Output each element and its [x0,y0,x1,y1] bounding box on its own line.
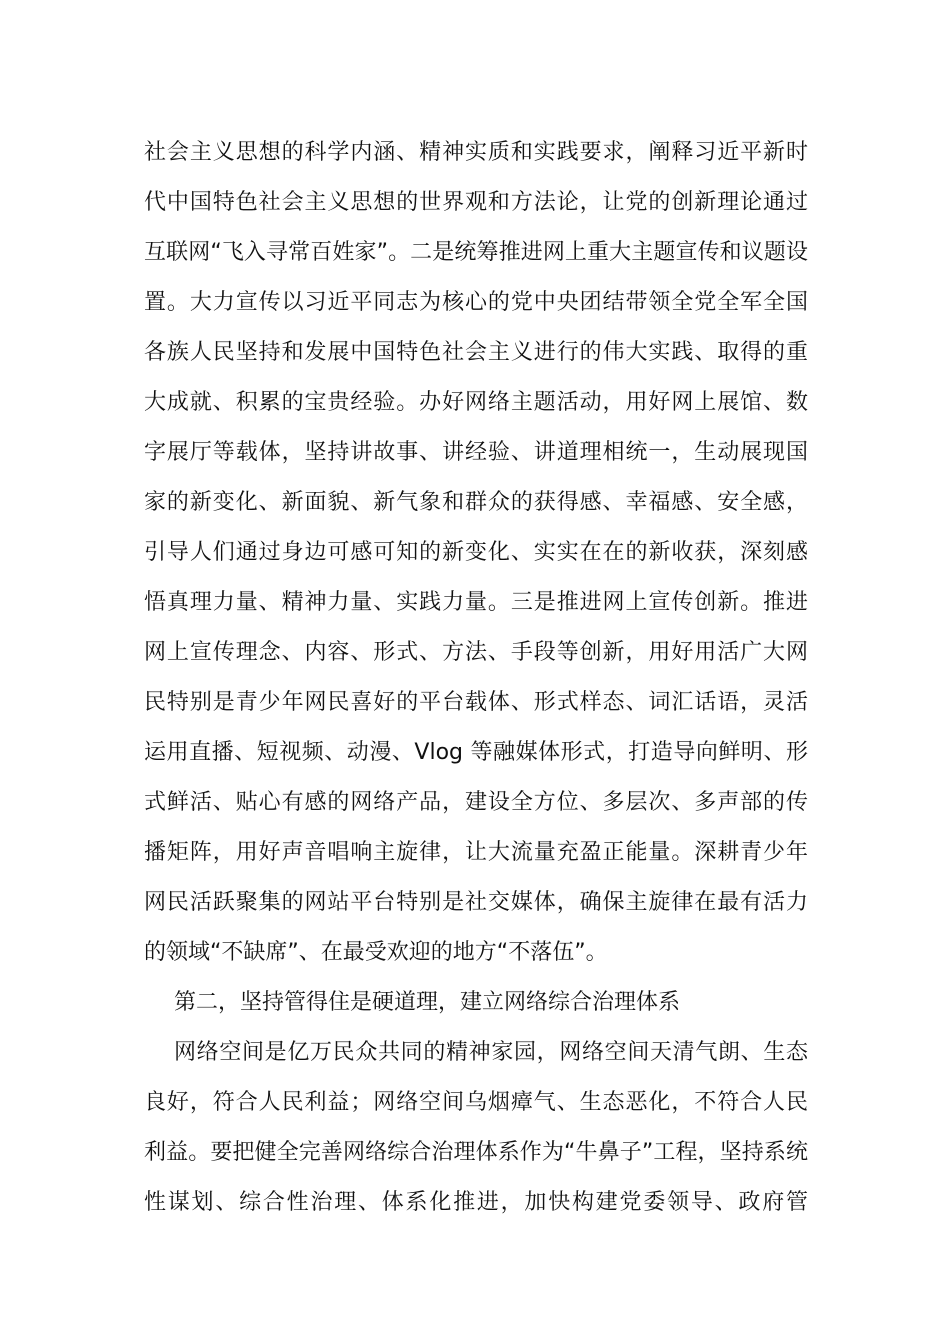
section-heading: 第二，坚持管得住是硬道理，建立网络综合治理体系 [174,990,681,1015]
text-line: 运用直播、短视频、动漫、Vlog 等融媒体形式，打造导向鲜明、形 [144,740,808,765]
text-line: 网上宣传理念、内容、形式、方法、手段等创新，用好用活广大网 [144,640,808,665]
text-line: 良好，符合人民利益；网络空间乌烟瘴气、生态恶化，不符合人民 [144,1090,808,1115]
text-line: 代中国特色社会主义思想的世界观和方法论，让党的创新理论通过 [144,190,808,215]
text-line: 性谋划、综合性治理、体系化推进，加快构建党委领导、政府管 [144,1190,808,1215]
text-line: 字展厅等载体，坚持讲故事、讲经验、讲道理相统一，生动展现国 [144,440,808,465]
text-line: 互联网“飞入寻常百姓家”。二是统筹推进网上重大主题宣传和议题设 [144,240,808,265]
text-line: 社会主义思想的科学内涵、精神实质和实践要求，阐释习近平新时 [144,140,808,165]
text-line: 民特别是青少年网民喜好的平台载体、形式样态、词汇话语，灵活 [144,690,808,715]
text-line: 利益。要把健全完善网络综合治理体系作为“牛鼻子”工程，坚持系统 [144,1140,808,1165]
document-body [144,128,808,1228]
text-line: 各族人民坚持和发展中国特色社会主义进行的伟大实践、取得的重 [144,340,808,365]
text-line: 引导人们通过身边可感可知的新变化、实实在在的新收获，深刻感 [144,540,808,565]
paragraph-end-line: 的领域“不缺席”、在最受欢迎的地方“不落伍”。 [144,940,608,965]
text-line: 式鲜活、贴心有感的网络产品，建设全方位、多层次、多声部的传 [144,790,808,815]
text-line: 置。大力宣传以习近平同志为核心的党中央团结带领全党全军全国 [144,290,808,315]
text-line: 网民活跃聚集的网站平台特别是社交媒体，确保主旋律在最有活力 [144,890,808,915]
text-line: 悟真理力量、精神力量、实践力量。三是推进网上宣传创新。推进 [144,590,808,615]
paragraph-first-line: 网络空间是亿万民众共同的精神家园，网络空间天清气朗、生态 [174,1040,808,1065]
text-line: 播矩阵，用好声音唱响主旋律，让大流量充盈正能量。深耕青少年 [144,840,808,865]
text-line: 大成就、积累的宝贵经验。办好网络主题活动，用好网上展馆、数 [144,390,808,415]
text-line: 家的新变化、新面貌、新气象和群众的获得感、幸福感、安全感， [144,490,808,515]
